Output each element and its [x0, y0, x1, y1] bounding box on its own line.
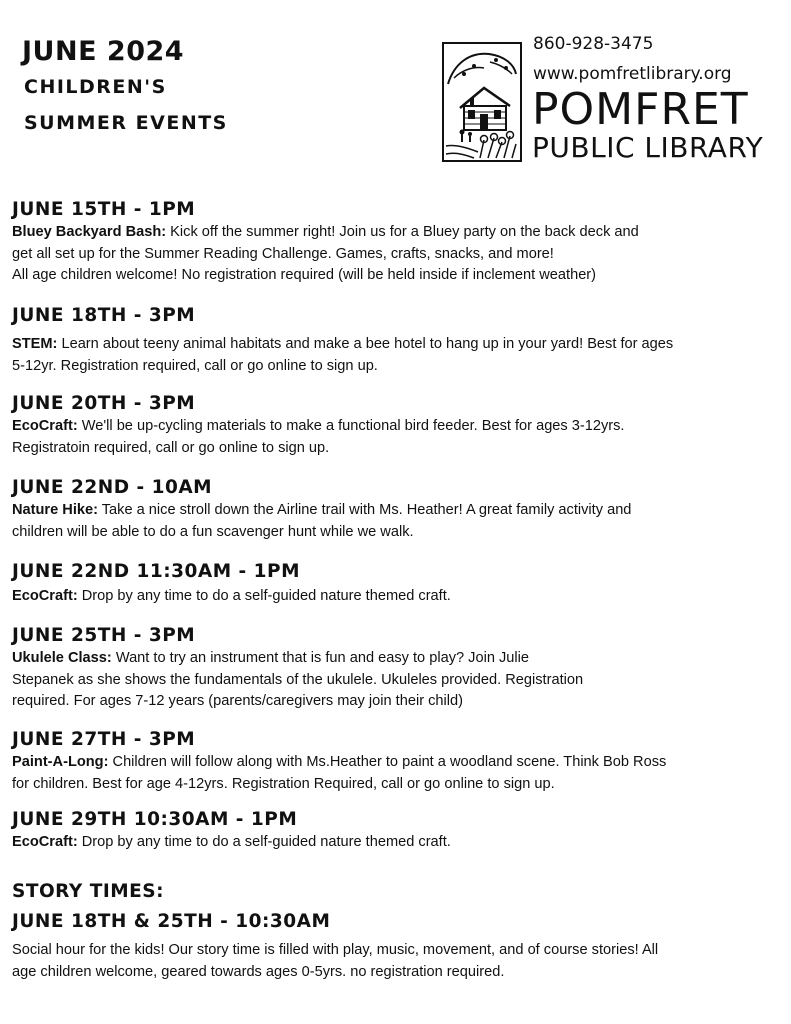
event-heading: JUNE 18TH - 3PM: [12, 305, 196, 326]
event-label: STEM:: [12, 336, 58, 352]
event-heading: JUNE 15TH - 1PM: [12, 199, 196, 220]
event-heading: STORY TIMES:: [12, 881, 165, 902]
event-june-22-hike: [12, 476, 782, 543]
event-june-20: [12, 392, 782, 459]
event-description: EcoCraft: Drop by any time to do a self-guided nature themed craft.: [12, 588, 451, 604]
event-heading: JUNE 20TH - 3PM: [12, 393, 196, 414]
library-phone: 860-928-3475: [533, 34, 654, 54]
event-label: Bluey Backyard Bash:: [12, 224, 167, 240]
event-june-15: [12, 198, 782, 287]
event-description: Bluey Backyard Bash: Kick off the summer right! Join us for a Bluey party on the back deck and get all set up for the Summer Reading Challenge. Games, crafts, snacks, and more! All age children welcome! No registration required (will be held inside if inclement weather): [12, 224, 639, 283]
event-description: Social hour for the kids! Our story time is filled with play, music, movement, and of course stories! All age children welcome, geared towards ages 0-5yrs. no registration required.: [12, 942, 659, 980]
library-website[interactable]: www.pomfretlibrary.org: [533, 64, 732, 84]
event-description: Paint-A-Long: Children will follow along with Ms.Heather to paint a woodland scene. Think Bob Ross for children. Best for age 4-12yrs. Registration Required, call or go online to sign up.: [12, 754, 667, 792]
event-heading: JUNE 29TH 10:30AM - 1PM: [12, 809, 298, 830]
event-label: EcoCraft:: [12, 418, 78, 434]
event-label: EcoCraft:: [12, 588, 78, 604]
page-subtitle-line-1: CHILDREN'S: [24, 76, 167, 98]
event-label: Paint-A-Long:: [12, 754, 109, 770]
event-june-29: [12, 808, 782, 854]
event-june-27: [12, 728, 782, 795]
event-heading: JUNE 27TH - 3PM: [12, 729, 196, 750]
event-description: STEM: Learn about teeny animal habitats and make a bee hotel to hang up in your yard! Best for ages 5-12yr. Registration required, call or go online to sign up.: [12, 336, 674, 374]
event-label: Ukulele Class:: [12, 650, 112, 666]
event-subheading: JUNE 18TH & 25TH - 10:30AM: [12, 911, 331, 932]
event-description: EcoCraft: We'll be up-cycling materials to make a functional bird feeder. Best for ages 3-12yrs. Registratoin required, call or go online to sign up.: [12, 418, 625, 456]
page-subtitle-line-2: SUMMER EVENTS: [24, 112, 228, 134]
event-label: EcoCraft:: [12, 834, 78, 850]
event-story-times: [12, 880, 782, 983]
event-description: Nature Hike: Take a nice stroll down the Airline trail with Ms. Heather! A great family activity and children will be able to do a fun scavenger hunt while we walk.: [12, 502, 632, 540]
library-house-illustration-icon: [442, 42, 522, 162]
library-name-line-1: POMFRET: [532, 84, 749, 135]
event-label: Nature Hike:: [12, 502, 98, 518]
event-heading: JUNE 22ND 11:30AM - 1PM: [12, 561, 301, 582]
event-heading: JUNE 22ND - 10AM: [12, 477, 213, 498]
event-june-22-ecocraft: [12, 560, 782, 608]
event-june-18: [12, 304, 782, 377]
event-description: EcoCraft: Drop by any time to do a self-guided nature themed craft.: [12, 834, 451, 850]
event-june-25: [12, 624, 782, 713]
event-heading: JUNE 25TH - 3PM: [12, 625, 196, 646]
page-title: JUNE 2024: [22, 36, 185, 67]
library-name-line-2: PUBLIC LIBRARY: [532, 131, 764, 164]
event-description: Ukulele Class: Want to try an instrument that is fun and easy to play? Join Julie Stepanek as she shows the fundamentals of the ukulele. Ukuleles provided. Registration required. For ages 7-12 years (parents/caregivers may join their child): [12, 650, 584, 709]
